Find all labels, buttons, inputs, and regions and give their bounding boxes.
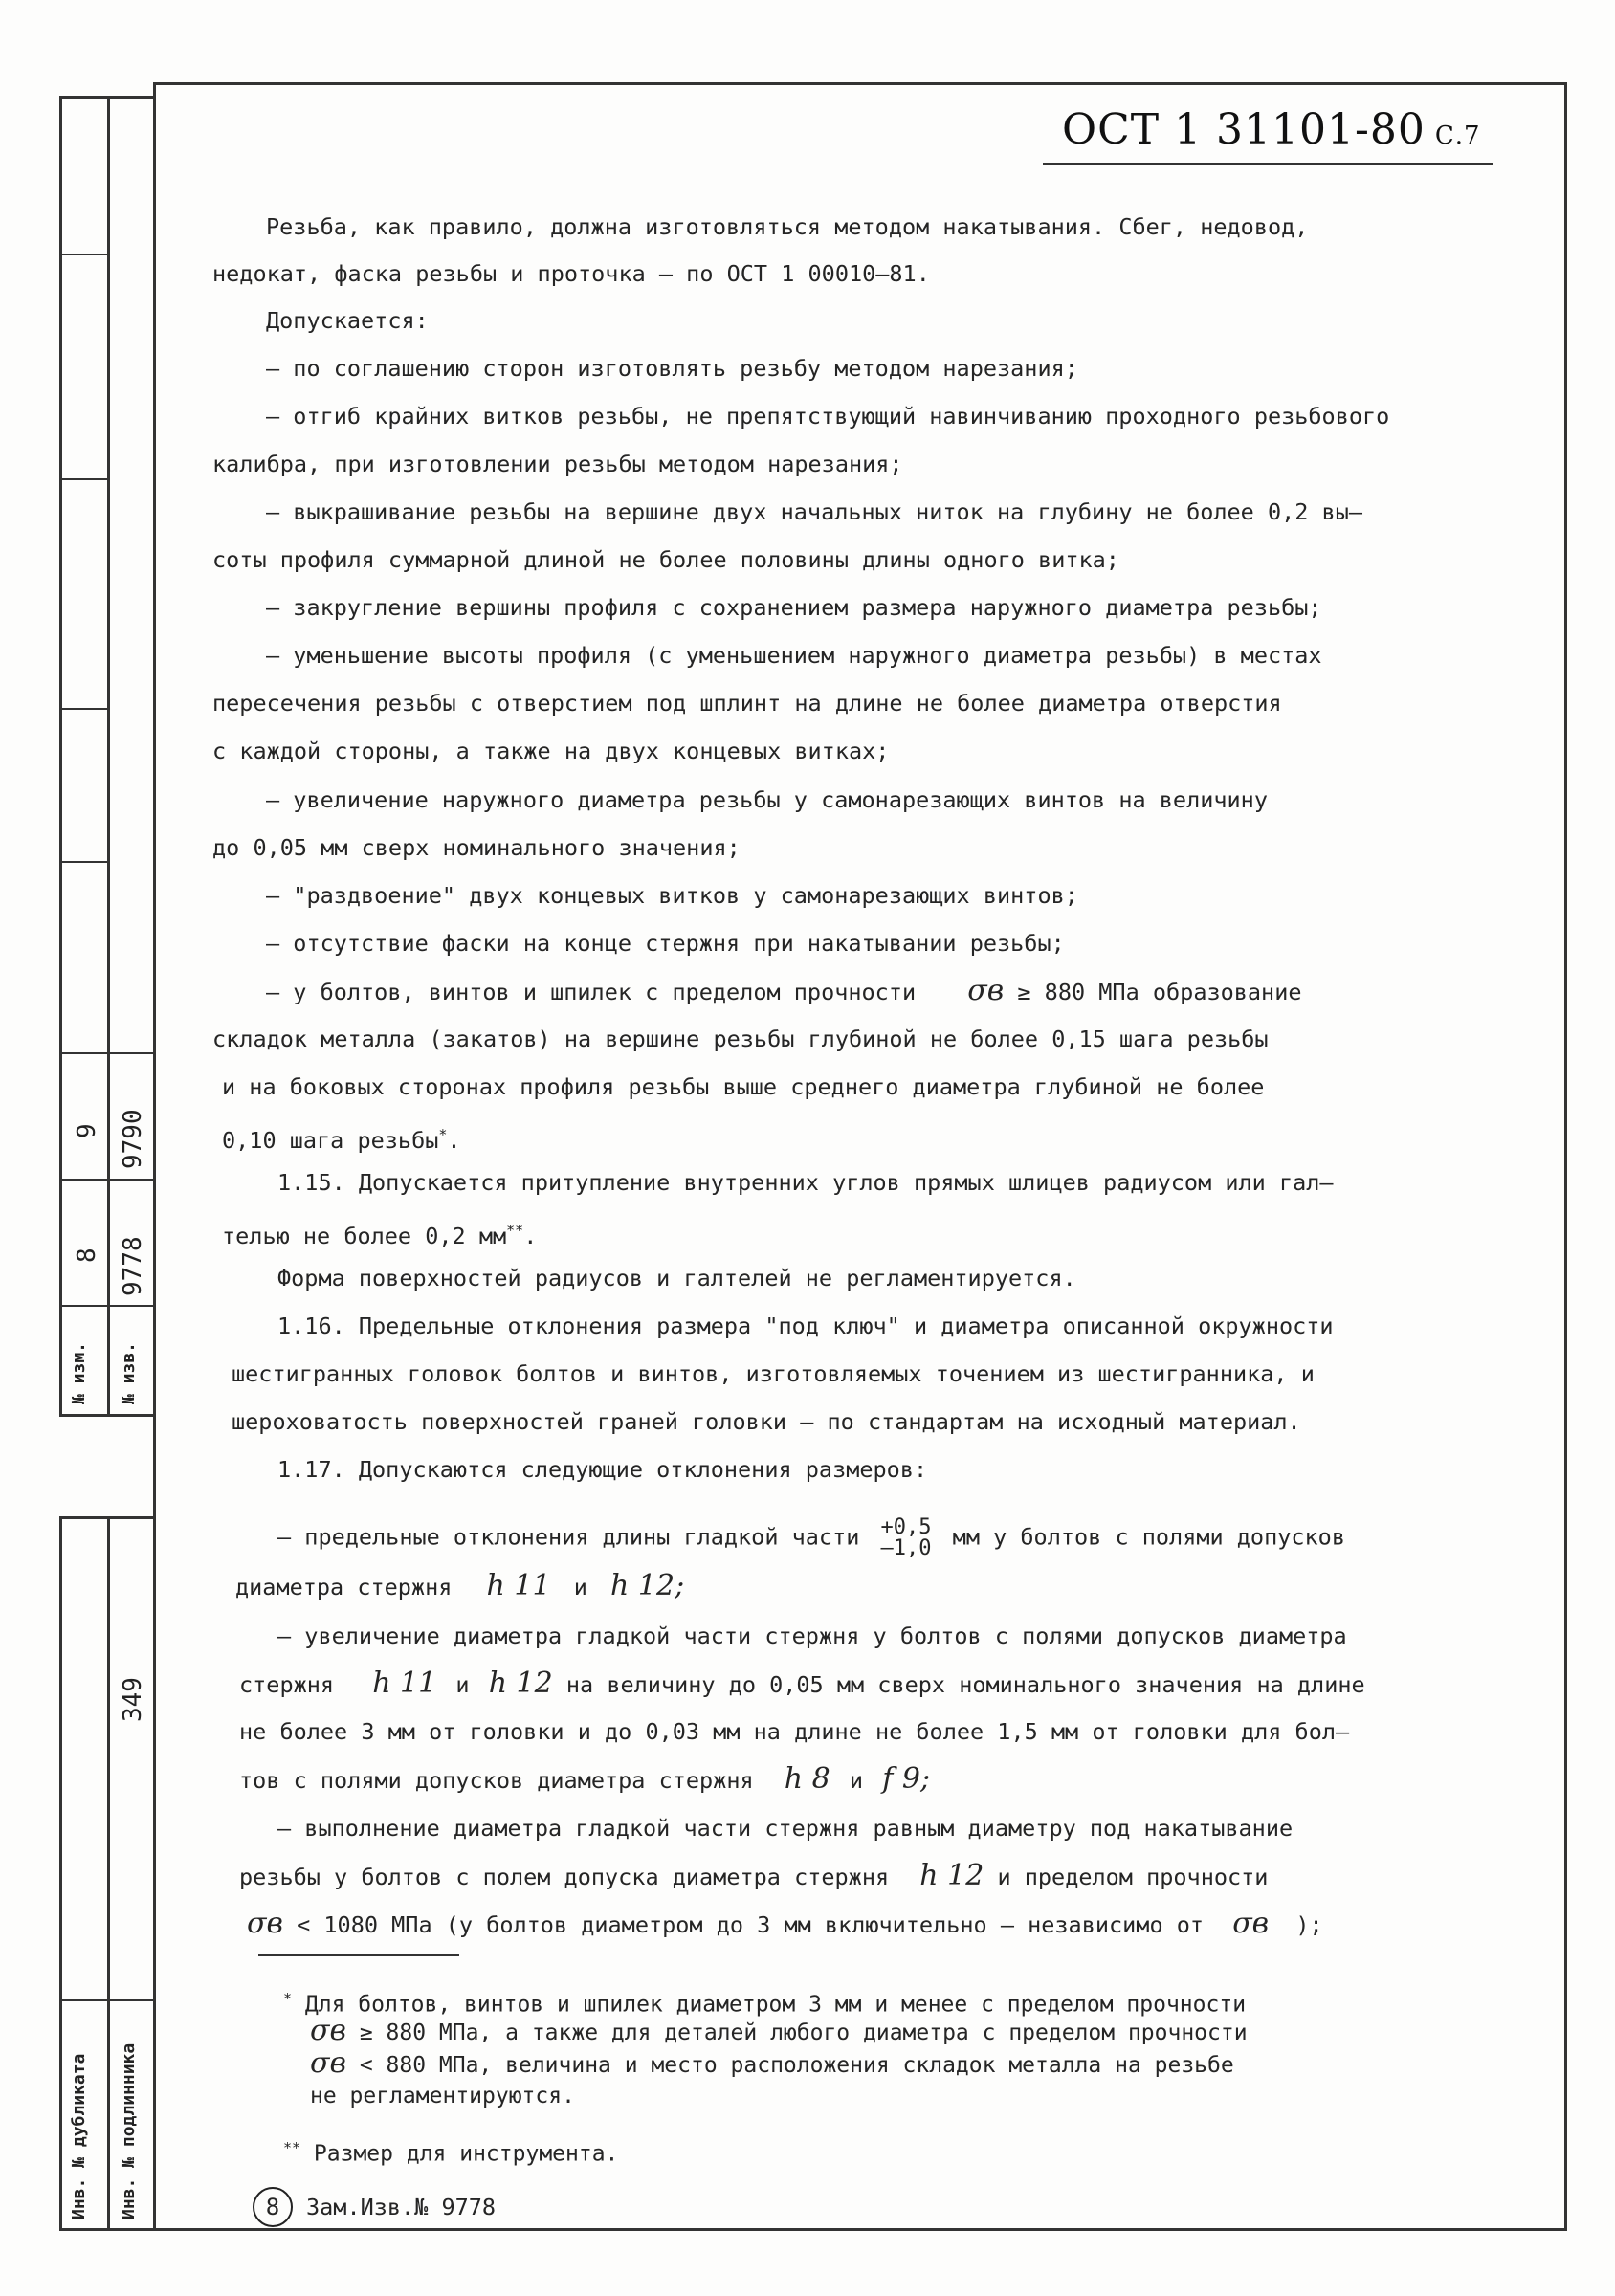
- exe2-a: резьбы у болтов с полем допуска диаметра стержня: [239, 1864, 890, 1890]
- footnote-mark: **: [506, 1222, 524, 1239]
- text-line: и на боковых сторонах профиля резьбы выше среднего диаметра глубиной не более: [222, 1073, 1265, 1100]
- h12-symbol: h 12: [919, 1859, 984, 1892]
- footnote-1-line: [310, 2014, 1248, 2047]
- text-line: – отсутствие фаски на конце стержня при накатывании резьбы;: [266, 930, 1065, 957]
- text-line: – "раздвоение" двух концевых витков у самонарезающих винтов;: [266, 882, 1078, 909]
- footnote-1-line: не регламентируются.: [310, 2084, 575, 2108]
- bolt-text-a: – у болтов, винтов и шпилек с пределом прочности: [266, 979, 917, 1005]
- text-line-inc4: [239, 1762, 931, 1796]
- text-line: – увеличение диаметра гладкой части стержня у болтов с полями допусков диаметра: [277, 1623, 1347, 1649]
- text-line: до 0,05 мм сверх номинального значения;: [212, 834, 741, 861]
- f9-symbol: f 9;: [882, 1762, 931, 1796]
- inc2-e: на величину до 0,05 мм сверх номинального значения на длине: [565, 1671, 1365, 1698]
- text-line: – закругление вершины профиля с сохранением размера наружного диаметра резьбы;: [266, 594, 1322, 621]
- text-line: недокат, фаска резьбы и проточка – по ОСТ 1 00010–81.: [212, 260, 930, 287]
- revision-circle: 8: [253, 2187, 293, 2227]
- page-number: С.7: [1434, 121, 1481, 150]
- diam-text: диаметра стержня: [235, 1574, 453, 1601]
- izm-value-8: 8: [73, 1247, 101, 1263]
- text-line: шестигранных головок болтов и винтов, изготовляемых точением из шестигранника, и: [232, 1360, 1315, 1387]
- izm-label: № изм.: [69, 1341, 89, 1404]
- and-text: и: [573, 1574, 587, 1601]
- text-line: Форма поверхностей радиусов и галтелей не регламентируется.: [277, 1265, 1076, 1292]
- footnote-mark: *: [283, 1990, 293, 2007]
- footnote-2-text: Размер для инструмента.: [313, 2141, 619, 2167]
- exe2-c: и пределом прочности: [997, 1864, 1269, 1890]
- deviation-text-b: мм у болтов с полями допусков: [952, 1523, 1345, 1551]
- text-line: – увеличение наружного диаметра резьбы у самонарезающих винтов на величину: [266, 786, 1268, 813]
- h11-symbol: h 11: [372, 1667, 437, 1700]
- izm-value-9: 9: [73, 1123, 101, 1138]
- footnote-1-text: ≥ 880 МПа, а также для деталей любого диаметра с пределом прочности: [359, 2020, 1248, 2045]
- text-line: не более 3 мм от головки и до 0,03 мм на длине не более 1,5 мм от головки для бол–: [239, 1718, 1350, 1745]
- footnote-mark: **: [283, 2139, 301, 2156]
- inc2-a: стержня: [239, 1671, 335, 1698]
- text-line-diam: [235, 1569, 685, 1602]
- sigma-b-symbol: σв: [247, 1907, 283, 1940]
- tolerance-lower: –1,0: [880, 1536, 932, 1560]
- text-line: Резьба, как правило, должна изготовляться методом накатывания. Сбег, недовод,: [266, 213, 1309, 240]
- inventory-number: 349: [119, 1677, 147, 1722]
- text-line: – по соглашению сторон изготовлять резьбу методом нарезания;: [266, 355, 1078, 382]
- izv-label: № изв.: [119, 1341, 139, 1404]
- text-line-inc2: [239, 1669, 1365, 1699]
- inc2-c: и: [455, 1671, 470, 1698]
- revision-note: [253, 2187, 496, 2227]
- text-line: шероховатость поверхностей граней головки – по стандартам на исходный материал.: [232, 1408, 1301, 1435]
- shag-text: 0,10 шага резьбы: [222, 1126, 439, 1154]
- h11-symbol: h 11: [486, 1569, 551, 1602]
- text-line: складок металла (закатов) на вершине резьбы глубиной не более 0,15 шага резьбы: [212, 1026, 1269, 1052]
- text-line-deviation: [277, 1517, 1345, 1559]
- doc-code-text: ОСТ 1 31101-80: [1062, 105, 1426, 154]
- text-line-exe3: [247, 1907, 1323, 1940]
- text-line-shag: 0,10 шага резьбы*.: [222, 1126, 461, 1154]
- text-line: калибра, при изготовлении резьбы методом нарезания;: [212, 451, 903, 477]
- tolerance-upper: +0,5: [880, 1515, 932, 1539]
- inv-duplicate-label: Инв. № дубликата: [69, 2053, 89, 2219]
- exe3-a: < 1080 МПа (у болтов диаметром до 3 мм включительно – независимо от: [297, 1911, 1205, 1938]
- header-rule: [1043, 163, 1493, 165]
- text-line: – выполнение диаметра гладкой части стержня равным диаметру под накатывание: [277, 1815, 1294, 1842]
- footnote-2-line: [283, 2133, 618, 2169]
- izv-value-9790: 9790: [119, 1109, 147, 1169]
- text-line-radius: телью не более 0,2 мм**.: [222, 1222, 538, 1249]
- text-line: Допускается:: [266, 307, 429, 334]
- footnote-rule: [258, 1954, 459, 1956]
- inv-original-label: Инв. № подлинника: [119, 2042, 139, 2219]
- clause-1-16: 1.16. Предельные отклонения размера "под ключ" и диаметра описанной окружности: [277, 1313, 1334, 1339]
- inc4-a: тов с полями допусков диаметра стержня: [239, 1767, 754, 1794]
- text-line: пересечения резьбы с отверстием под шплинт на длине не более диаметра отверстия: [212, 690, 1282, 717]
- bolt-text-b: ≥ 880 МПа образование: [1017, 979, 1302, 1005]
- h8-symbol: h 8: [784, 1762, 830, 1796]
- footnote-1-text: Для болтов, винтов и шпилек диаметром 3 мм и менее с пределом прочности: [304, 1992, 1247, 2018]
- footnote-1-line: [283, 1984, 1246, 2020]
- sigma-b-symbol: σв: [1232, 1907, 1270, 1940]
- clause-1-15: 1.15. Допускается притупление внутренних углов прямых шлицев радиусом или гал–: [277, 1169, 1334, 1196]
- text-line: – выкрашивание резьбы на вершине двух начальных ниток на глубину не более 0,2 вы–: [266, 498, 1363, 525]
- footnote-1-text: < 880 МПа, величина и место расположения складок металла на резьбе: [359, 2053, 1234, 2078]
- deviation-text-a: – предельные отклонения длины гладкой части: [277, 1523, 860, 1551]
- exe3-b: );: [1295, 1911, 1323, 1938]
- tolerance-fraction: [881, 1517, 932, 1559]
- sigma-b-symbol: σв: [310, 2014, 346, 2047]
- sigma-b-symbol: σв: [967, 974, 1005, 1007]
- inc4-c: и: [849, 1767, 864, 1794]
- document-code: [1062, 105, 1481, 154]
- footnote-1-line: [310, 2046, 1234, 2080]
- text-line: с каждой стороны, а также на двух концевых витках;: [212, 738, 890, 764]
- h12-symbol: h 12: [488, 1667, 553, 1700]
- text-line: соты профиля суммарной длиной не более половины длины одного витка;: [212, 546, 1119, 573]
- text-line: – уменьшение высоты профиля (с уменьшением наружного диаметра резьбы) в местах: [266, 642, 1322, 669]
- text-line: – отгиб крайних витков резьбы, не препятствующий навинчиванию проходного резьбового: [266, 403, 1390, 430]
- clause-1-17: 1.17. Допускаются следующие отклонения размеров:: [277, 1456, 928, 1483]
- radius-text: телью не более 0,2 мм: [222, 1222, 507, 1249]
- sigma-b-symbol: σв: [310, 2046, 346, 2080]
- text-line-exe2: [239, 1859, 1269, 1892]
- footnote-mark: *: [438, 1126, 448, 1143]
- text-line-bolts: [266, 974, 1302, 1007]
- izv-value-9778: 9778: [119, 1236, 147, 1296]
- h12-symbol: h 12;: [610, 1569, 685, 1602]
- revision-text: Зам.Изв.№ 9778: [306, 2194, 497, 2220]
